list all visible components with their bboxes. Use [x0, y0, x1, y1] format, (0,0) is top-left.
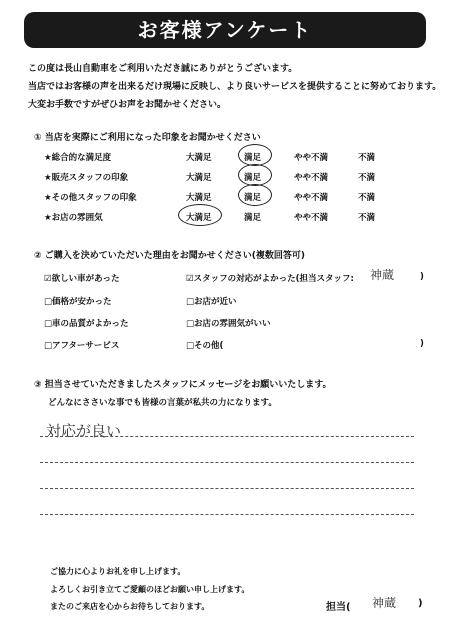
q1-row-1-label: ★総合的な満足度 [44, 153, 112, 163]
q2-close-paren-2: ) [420, 339, 424, 349]
message-line-1 [40, 436, 414, 437]
q1-row-4-opt-1[interactable]: 大満足 [186, 213, 212, 223]
q1-row-1-opt-4[interactable]: 不満 [358, 153, 376, 163]
q2-close-paren-1: ) [420, 272, 424, 282]
intro-line-2: 当店ではお客様の声を出来るだけ現場に反映し、より良いサービスを提供することに努めております。 [28, 82, 442, 92]
message-line-4 [40, 514, 414, 515]
q1-row-1-opt-2[interactable]: 満足 [244, 153, 262, 163]
selection-circle [178, 204, 222, 226]
q2-left-2[interactable]: □価格が安かった [44, 297, 112, 307]
q1-row-3-opt-3[interactable]: やや不満 [294, 193, 329, 203]
q1-row-2-opt-2[interactable]: 満足 [244, 173, 262, 183]
q2-right-3[interactable]: □お店の雰囲気がいい [186, 319, 271, 329]
q2-left-3[interactable]: □車の品質がよかった [44, 319, 129, 329]
q1-row-4-opt-2[interactable]: 満足 [244, 213, 262, 223]
q1-row-3-opt-1[interactable]: 大満足 [186, 193, 212, 203]
q1-row-4-opt-4[interactable]: 不満 [358, 213, 376, 223]
footer-line-1: ご協力に心よりお礼を申し上げます。 [50, 567, 186, 576]
q1-heading: ① 当店を実際にご利用になった印象をお聞かせください [34, 133, 261, 143]
q2-left-4[interactable]: □アフターサービス [44, 341, 120, 351]
q1-row-4-opt-3[interactable]: やや不満 [294, 213, 329, 223]
selection-circle [238, 144, 272, 166]
tantou-name-handwritten: 神蔵 [372, 596, 397, 610]
q1-row-2-opt-4[interactable]: 不満 [358, 173, 376, 183]
selection-circle [238, 184, 272, 206]
q3-heading: ③ 担当させていただきましたスタッフにメッセージをお願いいたします。 [34, 380, 332, 390]
q2-right-2[interactable]: □お店が近い [186, 297, 237, 307]
q1-row-3-opt-4[interactable]: 不満 [358, 193, 376, 203]
q3-subtext: どんなにささいな事でも皆様の言葉が私共の力になります。 [48, 398, 277, 408]
q1-row-2-label: ★販売スタッフの印象 [44, 173, 129, 183]
q2-left-1[interactable]: ☑欲しい車があった [44, 274, 120, 284]
q2-right-1[interactable]: ☑スタッフの対応がよかった(担当スタッフ: [186, 274, 354, 284]
q1-row-3-opt-2[interactable]: 満足 [244, 193, 262, 203]
footer-line-2: よろしくお引き立てご愛顧のほどお願い申し上げます。 [50, 585, 250, 594]
q1-row-3-label: ★その他スタッフの印象 [44, 193, 137, 203]
message-handwritten: 対応が良い [46, 422, 122, 440]
footer-line-3: またのご来店を心からお待ちしております。 [50, 602, 210, 611]
survey-title: お客様アンケート [24, 12, 426, 48]
q1-row-1-opt-3[interactable]: やや不満 [294, 153, 329, 163]
q1-row-2-opt-1[interactable]: 大満足 [186, 173, 212, 183]
q1-row-4-label: ★お店の雰囲気 [44, 213, 103, 223]
intro-line-3: 大変お手数ですがぜひお声をお聞かせください。 [28, 100, 227, 110]
q2-heading: ② ご購入を決めていただいた理由をお聞かせください(複数回答可) [34, 251, 305, 261]
tantou-close: ) [418, 598, 423, 609]
selection-circle [238, 164, 272, 186]
message-line-3 [40, 488, 414, 489]
q2-right-4[interactable]: □その他( [186, 341, 224, 351]
q1-row-1-opt-1[interactable]: 大満足 [186, 153, 212, 163]
q1-row-2-opt-3[interactable]: やや不満 [294, 173, 329, 183]
message-line-2 [40, 462, 414, 463]
staff-name-handwritten: 神蔵 [370, 268, 395, 282]
tantou-label: 担当( [326, 602, 351, 613]
intro-line-1: この度は長山自動車をご利用いただき誠にありがとうございます。 [28, 64, 298, 74]
